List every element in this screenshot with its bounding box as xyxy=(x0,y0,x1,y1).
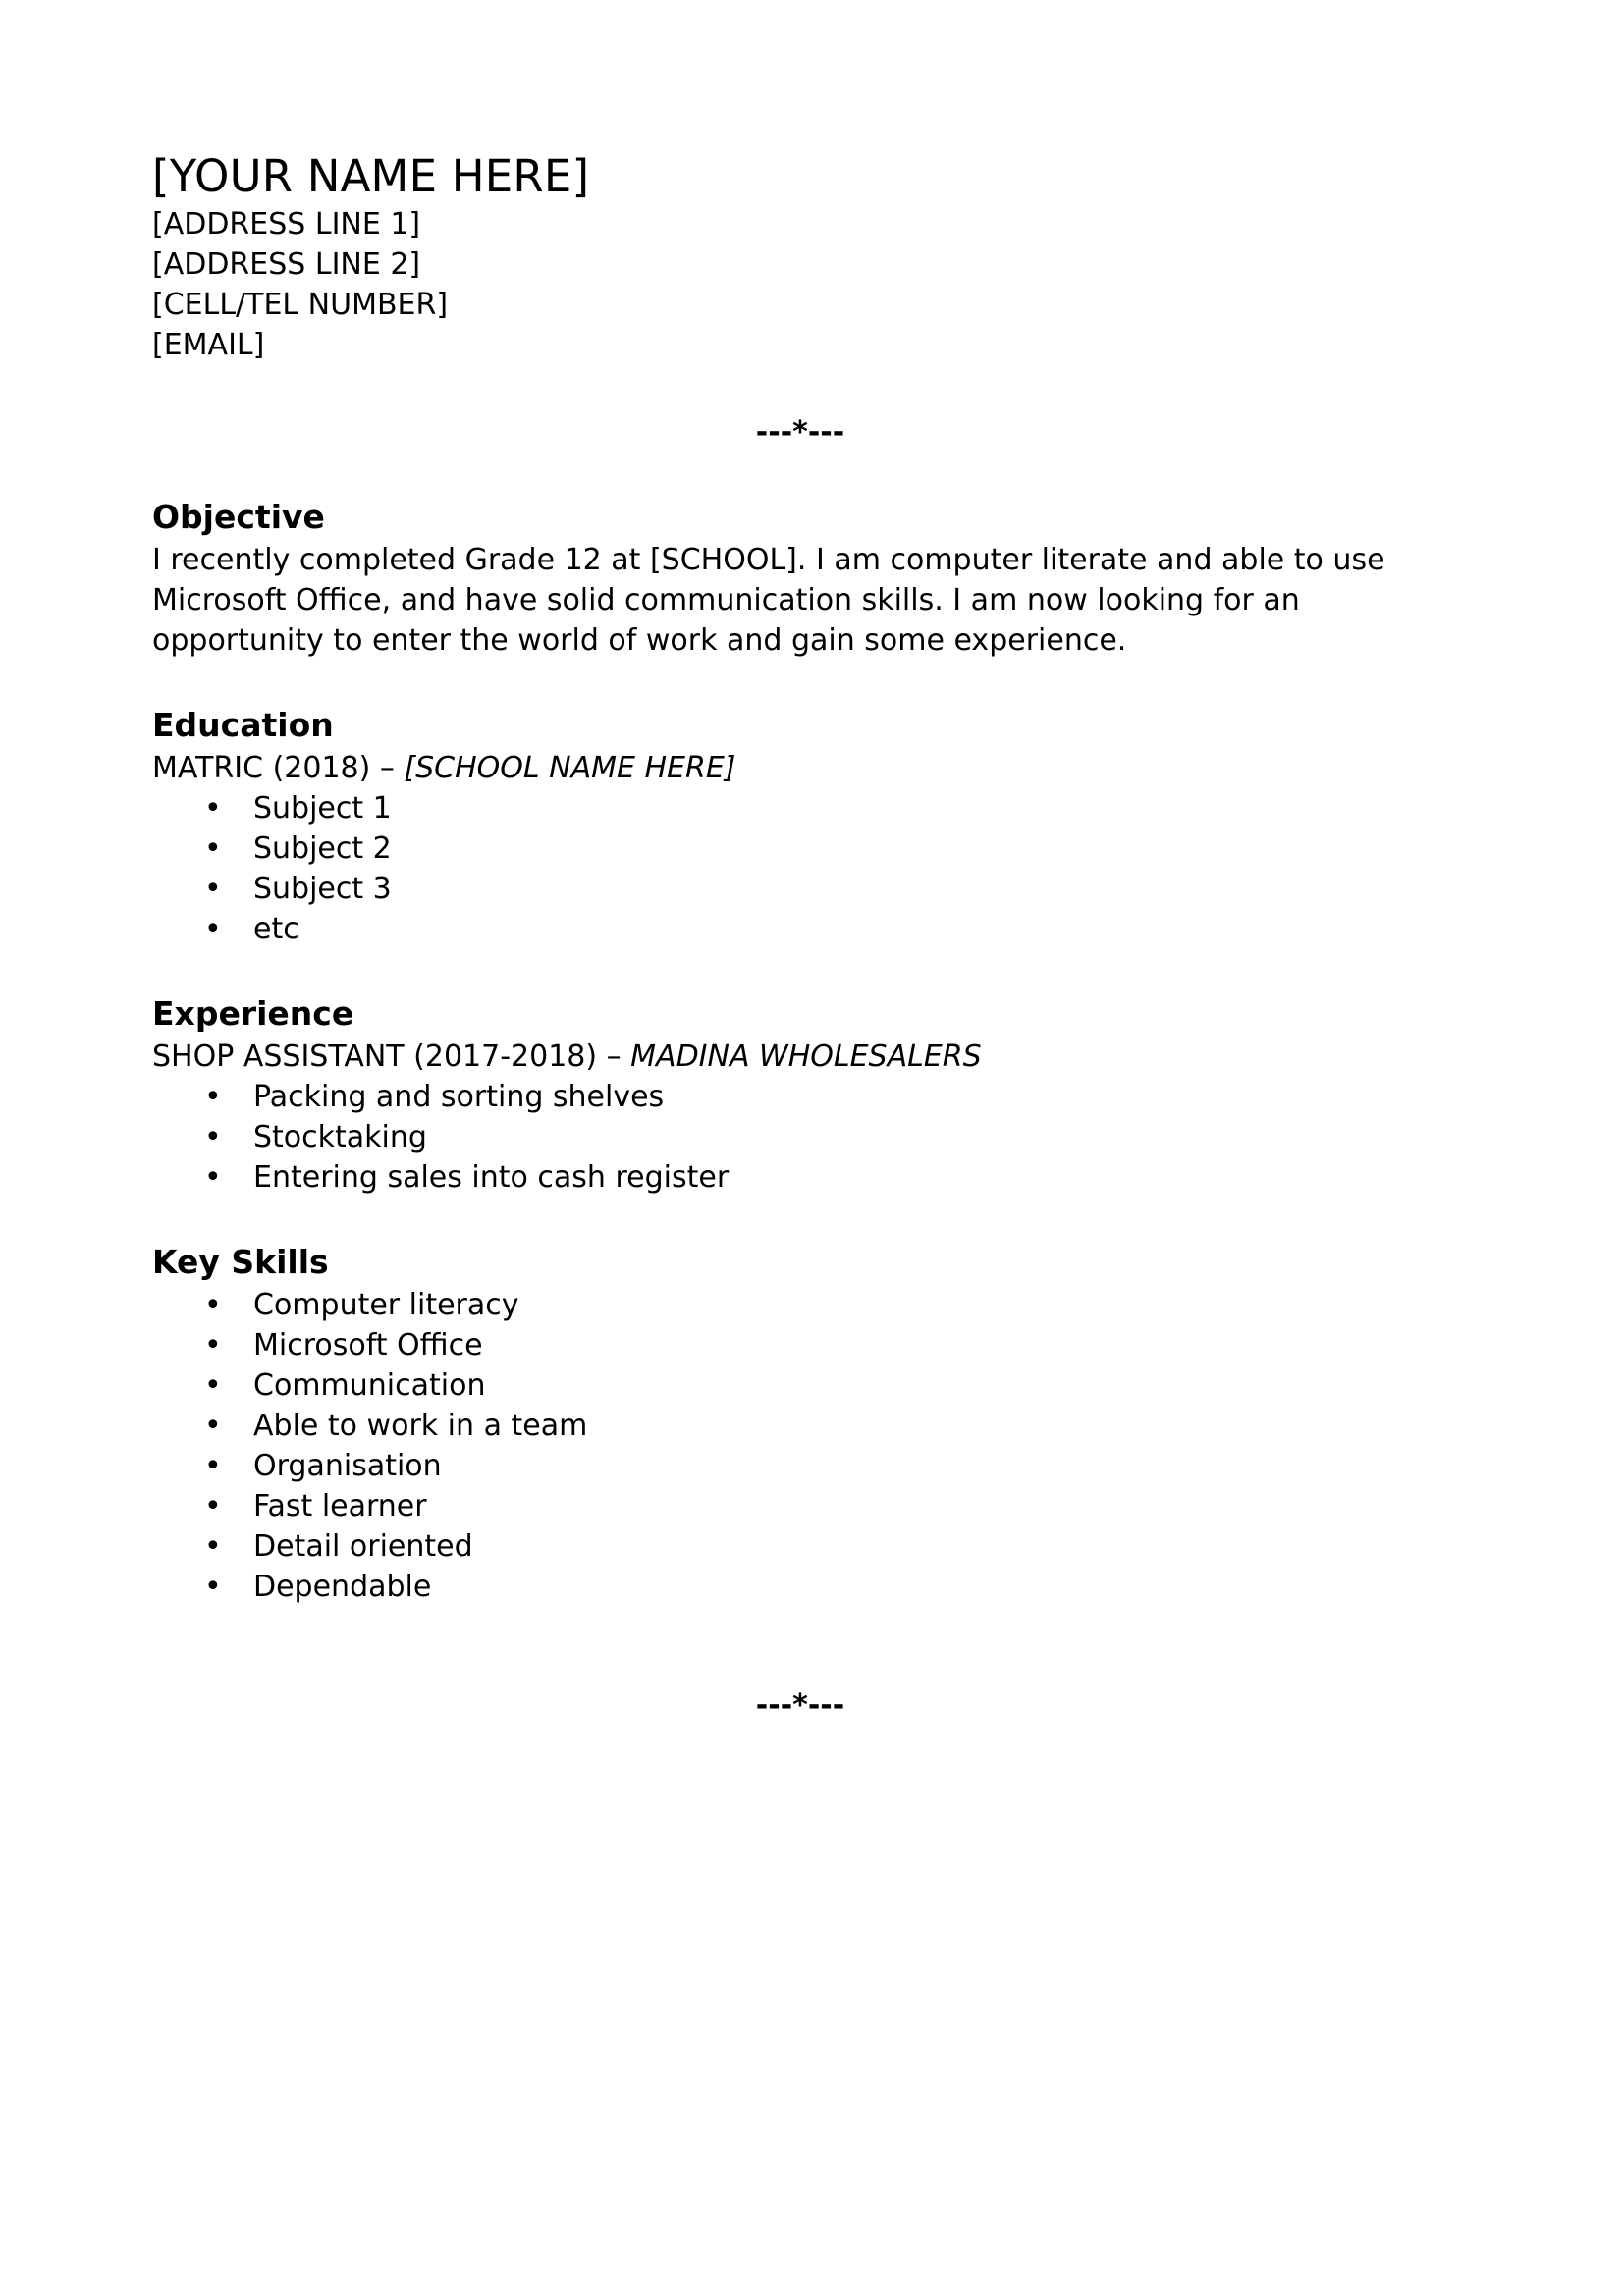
experience-entry-organisation: MADINA WHOLESALERS xyxy=(630,1040,982,1074)
list-item: • Computer literacy xyxy=(152,1285,1471,1325)
list-item: • Subject 3 xyxy=(152,869,1471,909)
contact-address-line-1: [ADDRESS LINE 1] xyxy=(152,207,421,241)
experience-entry-prefix: SHOP ASSISTANT (2017-2018) – xyxy=(152,1040,631,1074)
list-item: • Communication xyxy=(152,1365,1471,1406)
education-section xyxy=(152,703,1471,949)
experience-heading: Experience xyxy=(152,994,354,1033)
contact-phone-line: [CELL/TEL NUMBER] xyxy=(152,288,449,322)
section-divider-bottom: ---*--- xyxy=(755,1688,845,1723)
experience-bullet-list xyxy=(152,1077,1471,1198)
education-entry-prefix: MATRIC (2018) – xyxy=(152,751,405,785)
list-item: • Able to work in a team xyxy=(152,1406,1471,1446)
experience-entry xyxy=(152,1037,1471,1077)
list-item: • Entering sales into cash register xyxy=(152,1157,1471,1198)
objective-paragraph: I recently completed Grade 12 at [SCHOOL]. I am computer literate and able to use Microsoft Office, and have solid communication skills. I am now looking for an opportunity to enter the world of work and gain some experience. xyxy=(152,543,1385,658)
contact-email-line: [EMAIL] xyxy=(152,328,265,362)
key-skills-bullet-list xyxy=(152,1285,1471,1607)
key-skills-section xyxy=(152,1240,1471,1607)
list-item: • Stocktaking xyxy=(152,1117,1471,1157)
education-heading: Education xyxy=(152,706,334,744)
contact-header xyxy=(152,149,1471,365)
applicant-name: [YOUR NAME HERE] xyxy=(152,150,590,202)
list-item: • Organisation xyxy=(152,1446,1471,1486)
experience-section xyxy=(152,991,1471,1198)
list-item: • Dependable xyxy=(152,1567,1471,1607)
list-item: • Microsoft Office xyxy=(152,1325,1471,1365)
list-item: • Packing and sorting shelves xyxy=(152,1077,1471,1117)
contact-address-line-2: [ADDRESS LINE 2] xyxy=(152,247,421,282)
list-item: • Fast learner xyxy=(152,1486,1471,1526)
list-item: • etc xyxy=(152,909,1471,949)
key-skills-heading: Key Skills xyxy=(152,1243,329,1281)
education-bullet-list xyxy=(152,788,1471,949)
education-entry-organisation: [SCHOOL NAME HERE] xyxy=(404,751,736,785)
objective-section xyxy=(152,495,1471,661)
list-item: • Detail oriented xyxy=(152,1526,1471,1567)
list-item: • Subject 1 xyxy=(152,788,1471,828)
education-entry xyxy=(152,748,1471,788)
section-divider-top: ---*--- xyxy=(755,415,845,450)
list-item: • Subject 2 xyxy=(152,828,1471,869)
objective-heading: Objective xyxy=(152,498,325,536)
